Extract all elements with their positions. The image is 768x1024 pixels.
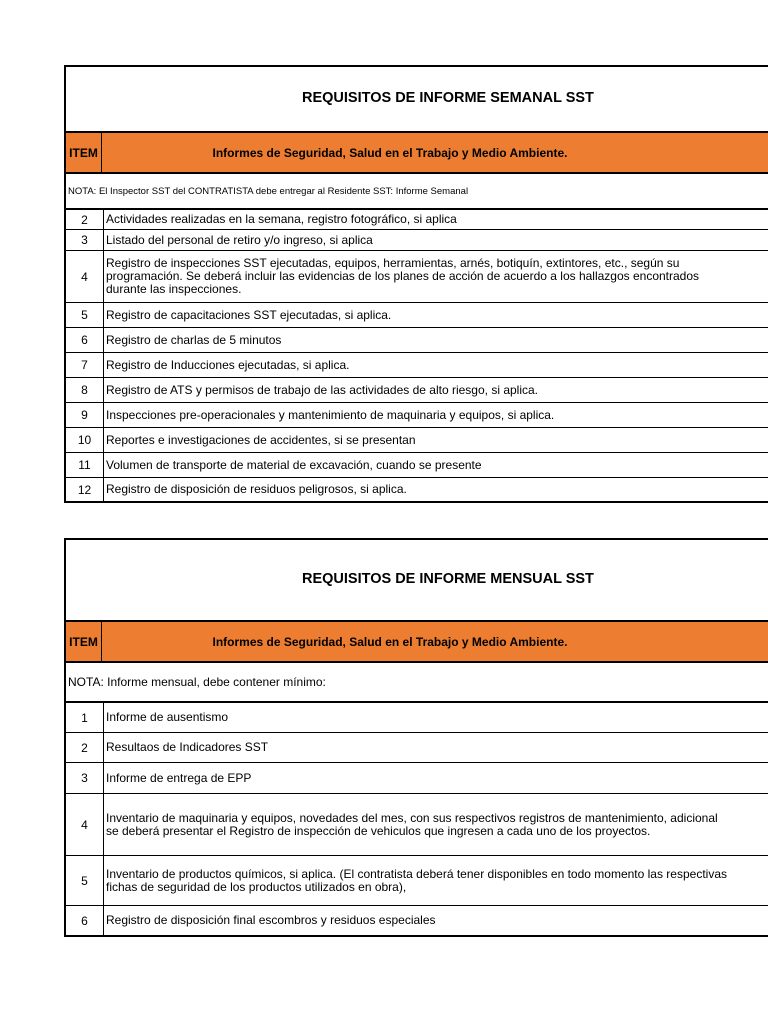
row-description: Listado del personal de retiro y/o ingreso, si aplica — [106, 232, 373, 247]
row-number: 8 — [66, 378, 104, 402]
weekly-note: NOTA: El Inspector SST del CONTRATISTA debe entregar al Residente SST: Informe Semanal — [66, 174, 768, 210]
monthly-report-table — [64, 538, 768, 937]
row-description: Informe de entrega de EPP — [106, 770, 252, 785]
table-row — [66, 303, 768, 328]
row-description: Registro de Inducciones ejecutadas, si aplica. — [106, 357, 350, 372]
row-number: 6 — [66, 906, 104, 935]
table-row — [66, 428, 768, 453]
monthly-header-description: Informes de Seguridad, Salud en el Trabajo y Medio Ambiente. — [212, 634, 568, 649]
row-number: 11 — [66, 453, 104, 477]
table-row — [66, 328, 768, 353]
row-description: Registro de disposición de residuos peligrosos, si aplica. — [106, 482, 407, 496]
table-row — [66, 906, 768, 937]
monthly-rows — [66, 703, 768, 937]
row-description: Actividades realizadas en la semana, registro fotográfico, si aplica — [106, 212, 457, 226]
row-number: 7 — [66, 353, 104, 377]
row-number: 10 — [66, 428, 104, 452]
row-description: Registro de capacitaciones SST ejecutadas, si aplica. — [106, 307, 392, 322]
table-row — [66, 703, 768, 733]
table-row — [66, 733, 768, 763]
row-number: 4 — [66, 251, 104, 302]
row-description: Reportes e investigaciones de accidentes, si se presentan — [106, 432, 416, 447]
row-description: Inventario de productos químicos, si aplica. (El contratista deberá tener disponibles en todo momento las respectivas fichas de seguridad de los productos utilizados en obra), — [106, 866, 727, 894]
row-description: Informe de ausentismo — [106, 710, 229, 724]
row-number: 2 — [66, 733, 104, 762]
row-number: 2 — [66, 210, 104, 229]
weekly-title-row — [66, 67, 768, 131]
table-row — [66, 453, 768, 478]
weekly-header-description: Informes de Seguridad, Salud en el Trabajo y Medio Ambiente. — [212, 145, 568, 160]
table-row — [66, 353, 768, 378]
table-row — [66, 478, 768, 503]
table-row — [66, 251, 768, 303]
weekly-header-row — [66, 131, 768, 174]
row-number: 3 — [66, 230, 104, 250]
row-description: Resultaos de Indicadores SST — [106, 740, 269, 754]
row-description: Inspecciones pre-operacionales y mantenimiento de maquinaria y equipos, si aplica. — [106, 407, 555, 422]
weekly-title: REQUISITOS DE INFORME SEMANAL SST — [302, 90, 594, 106]
table-row — [66, 230, 768, 251]
row-number: 12 — [66, 478, 104, 501]
row-number: 5 — [66, 856, 104, 905]
monthly-note: NOTA: Informe mensual, debe contener mínimo: — [66, 663, 768, 703]
table-row — [66, 794, 768, 856]
weekly-rows — [66, 210, 768, 503]
table-row — [66, 856, 768, 906]
row-number: 5 — [66, 303, 104, 327]
monthly-title: REQUISITOS DE INFORME MENSUAL SST — [302, 571, 594, 587]
row-description: Registro de charlas de 5 minutos — [106, 332, 282, 347]
monthly-title-row — [66, 540, 768, 620]
weekly-header-item: ITEM — [66, 133, 102, 172]
row-description: Registro de disposición final escombros y residuos especiales — [106, 913, 436, 927]
table-row — [66, 763, 768, 794]
row-description: Registro de ATS y permisos de trabajo de las actividades de alto riesgo, si aplica. — [106, 382, 538, 397]
row-number: 1 — [66, 703, 104, 732]
table-row — [66, 403, 768, 428]
monthly-header-item: ITEM — [66, 622, 102, 661]
table-row — [66, 378, 768, 403]
row-description: Registro de inspecciones SST ejecutadas, equipos, herramientas, arnés, botiquín, extintores, etc., según su programación. Se deberá incluir las evidencias de los planes de acción de acuerdo a los hallazgos encontrados durante las inspecciones. — [106, 256, 700, 296]
row-description: Inventario de maquinaria y equipos, novedades del mes, con sus respectivos registros de mantenimiento, adicional se deberá presentar el Registro de inspección de vehiculos que ingresen a cada uno de los proyectos. — [106, 810, 718, 838]
monthly-header-row — [66, 620, 768, 663]
row-number: 3 — [66, 763, 104, 793]
weekly-report-table — [64, 65, 768, 503]
table-row — [66, 210, 768, 230]
row-number: 9 — [66, 403, 104, 427]
row-number: 4 — [66, 794, 104, 855]
row-description: Volumen de transporte de material de excavación, cuando se presente — [106, 457, 482, 472]
row-number: 6 — [66, 328, 104, 352]
